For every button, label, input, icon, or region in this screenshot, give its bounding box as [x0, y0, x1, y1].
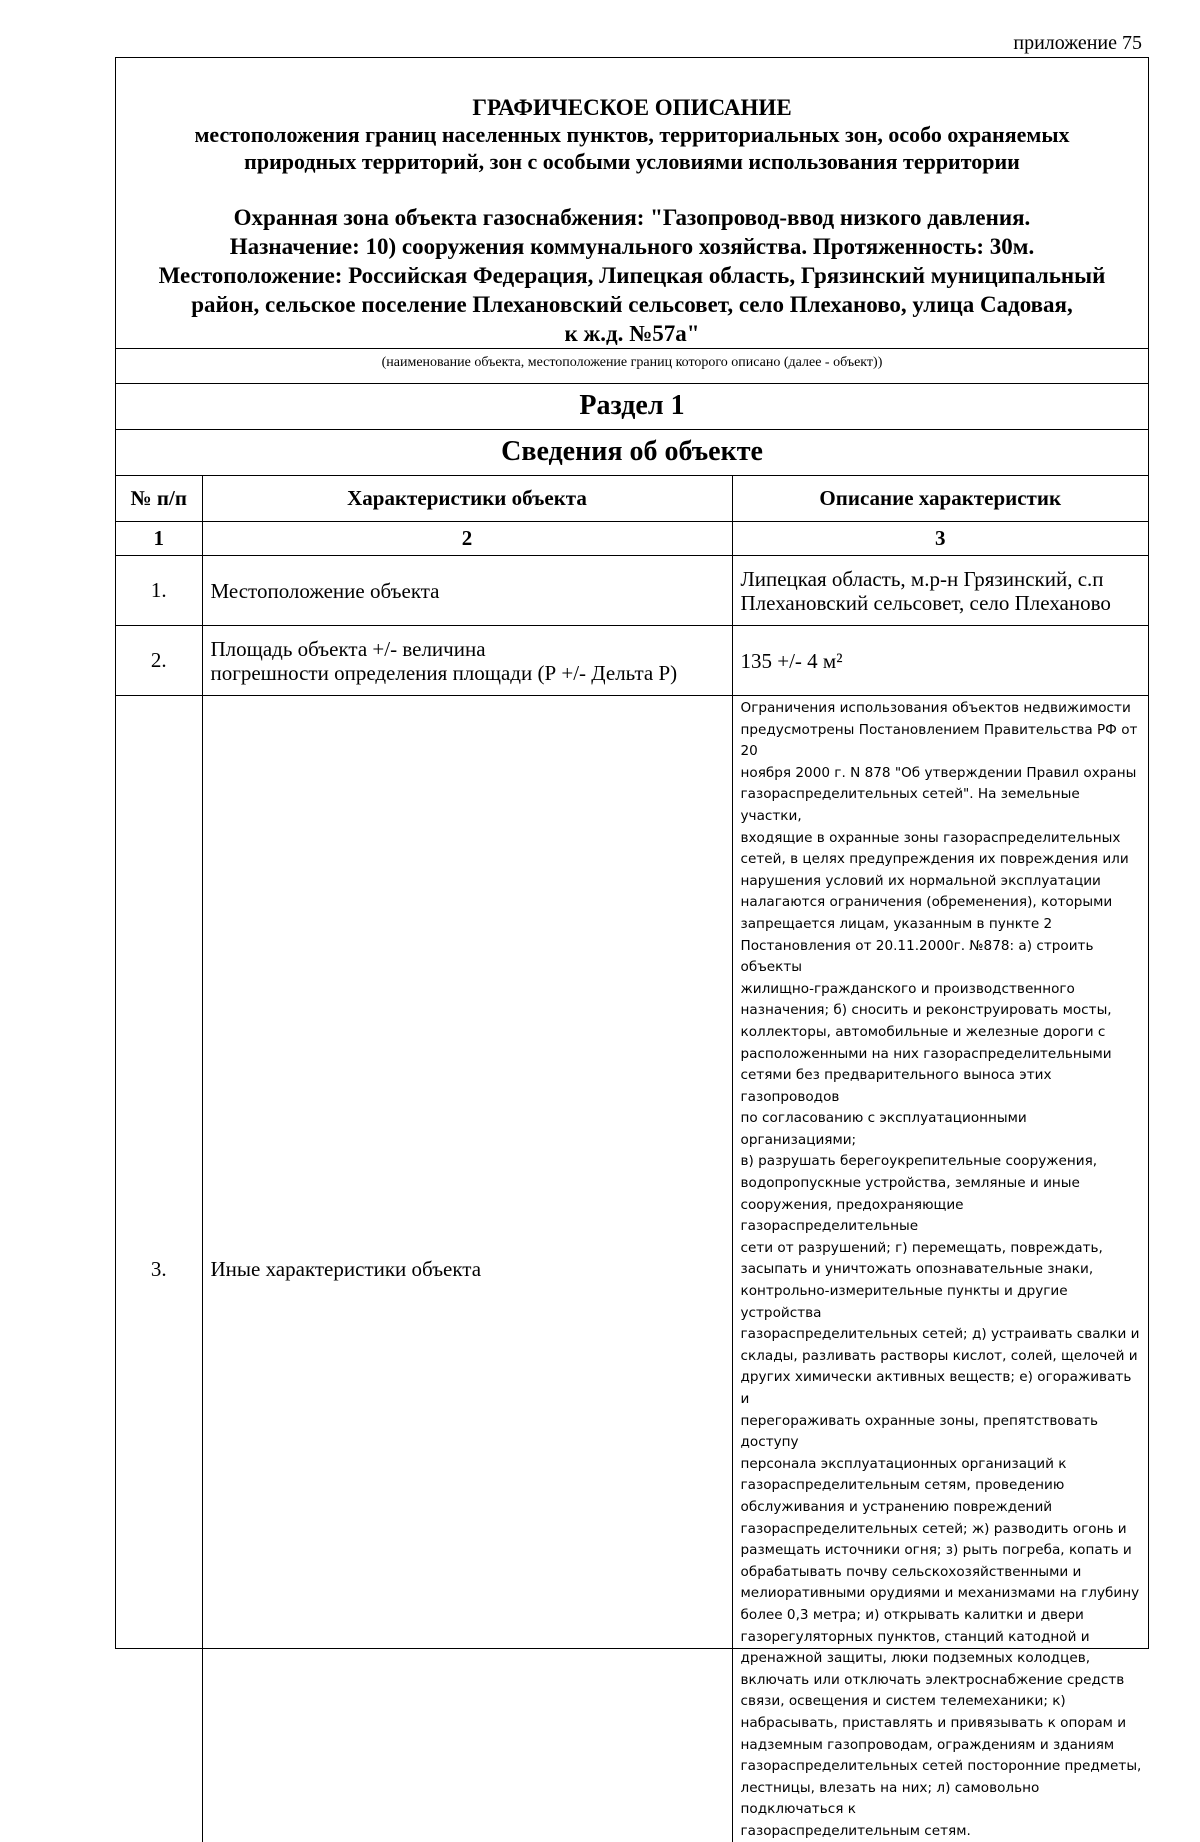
- row-description: [732, 556, 1148, 626]
- description-line: газораспределительных сетей посторонние предметы,: [741, 1756, 1143, 1778]
- description-line: перегораживать охранные зоны, препятствовать доступу: [741, 1411, 1143, 1454]
- description-line: лестницы, влезать на них; л) самовольно подключаться к: [741, 1778, 1143, 1821]
- description-line: налагаются ограничения (обременения), которыми: [741, 892, 1143, 914]
- description-line: назначения; б) сносить и реконструировать мосты,: [741, 1000, 1143, 1022]
- description-line: водопропускные устройства, земляные и иные: [741, 1173, 1143, 1195]
- document-subtitle-line-1: местоположения границ населенных пунктов, территориальных зон, особо охраняемых: [116, 121, 1148, 148]
- row-number: 2.: [116, 626, 202, 696]
- description-line: сетей, в целях предупреждения их повреждения или: [741, 849, 1143, 871]
- object-name-line: Охранная зона объекта газоснабжения: "Газопровод-ввод низкого давления.: [116, 203, 1148, 232]
- description-line: газораспределительным сетям.: [741, 1821, 1143, 1842]
- table-row: [116, 556, 1148, 626]
- row-characteristic: Местоположение объекта: [202, 556, 732, 626]
- description-line: засыпать и уничтожать опознавательные знаки,: [741, 1259, 1143, 1281]
- description-line: по согласованию с эксплуатационными организациями;: [741, 1108, 1143, 1151]
- section-subtitle: Сведения об объекте: [116, 429, 1148, 475]
- object-name-line: к ж.д. №57а": [116, 319, 1148, 348]
- object-name-line: район, сельское поселение Плехановский сельсовет, село Плеханово, улица Садовая,: [116, 290, 1148, 319]
- description-line: Постановления от 20.11.2000г. №878: а) строить объекты: [741, 936, 1143, 979]
- description-line: контрольно-измерительные пункты и другие устройства: [741, 1281, 1143, 1324]
- description-line: других химически активных веществ; е) огораживать и: [741, 1367, 1143, 1410]
- description-line: обрабатывать почву сельскохозяйственными и: [741, 1562, 1143, 1584]
- characteristic-line: Площадь объекта +/- величина: [211, 637, 732, 661]
- description-line: мелиоративными орудиями и механизмами на глубину: [741, 1583, 1143, 1605]
- description-line: газораспределительных сетей". На земельные участки,: [741, 784, 1143, 827]
- description-line: газораспределительных сетей; ж) разводить огонь и: [741, 1519, 1143, 1541]
- description-line: предусмотрены Постановлением Правительства РФ от 20: [741, 720, 1143, 763]
- description-line: связи, освещения и систем телемеханики; к): [741, 1691, 1143, 1713]
- document-frame: [115, 57, 1149, 1649]
- row-characteristic: Иные характеристики объекта: [202, 696, 732, 1842]
- table-row: [116, 626, 1148, 696]
- row-characteristic: [202, 626, 732, 696]
- characteristic-line: погрешности определения площади (Р +/- Дельта Р): [211, 661, 732, 685]
- description-line: газораспределительных сетей; д) устраивать свалки и: [741, 1324, 1143, 1346]
- row-number: 3.: [116, 696, 202, 1842]
- object-info-table: [116, 475, 1148, 1842]
- header-description: Описание характеристик: [732, 476, 1148, 522]
- description-line: Плехановский сельсовет, село Плеханово: [741, 591, 1149, 615]
- appendix-label: приложение 75: [1013, 32, 1142, 55]
- header-characteristic: Характеристики объекта: [202, 476, 732, 522]
- description-line: набрасывать, приставлять и привязывать к опорам и: [741, 1713, 1143, 1735]
- object-caption: (наименование объекта, местоположение границ которого описано (далее - объект)): [116, 348, 1148, 383]
- description-line: расположенными на них газораспределительными: [741, 1044, 1143, 1066]
- description-line: жилищно-гражданского и производственного: [741, 979, 1143, 1001]
- description-line: обслуживания и устранению повреждений: [741, 1497, 1143, 1519]
- row-description: [732, 696, 1148, 1842]
- description-line: склады, разливать растворы кислот, солей, щелочей и: [741, 1346, 1143, 1368]
- index-2: 2: [202, 522, 732, 556]
- row-number: 1.: [116, 556, 202, 626]
- description-line: более 0,3 метра; и) открывать калитки и двери: [741, 1605, 1143, 1627]
- description-line: нарушения условий их нормальной эксплуатации: [741, 871, 1143, 893]
- table-header-row: [116, 476, 1148, 522]
- description-line: запрещается лицам, указанным в пункте 2: [741, 914, 1143, 936]
- description-line: в) разрушать берегоукрепительные сооружения,: [741, 1151, 1143, 1173]
- description-line: дренажной защиты, люки подземных колодцев,: [741, 1648, 1143, 1670]
- description-line: сетями без предварительного выноса этих газопроводов: [741, 1065, 1143, 1108]
- object-name-line: Местоположение: Российская Федерация, Липецкая область, Грязинский муниципальный: [116, 261, 1148, 290]
- table-row: [116, 696, 1148, 1842]
- description-line: входящие в охранные зоны газораспределительных: [741, 828, 1143, 850]
- description-line: газорегуляторных пунктов, станций катодной и: [741, 1627, 1143, 1649]
- description-line: размещать источники огня; з) рыть погреба, копать и: [741, 1540, 1143, 1562]
- description-line: персонала эксплуатационных организаций к: [741, 1454, 1143, 1476]
- header-number: № п/п: [116, 476, 202, 522]
- description-line: сооружения, предохраняющие газораспределительные: [741, 1195, 1143, 1238]
- index-3: 3: [732, 522, 1148, 556]
- description-line: сети от разрушений; г) перемещать, повреждать,: [741, 1238, 1143, 1260]
- description-line: коллекторы, автомобильные и железные дороги с: [741, 1022, 1143, 1044]
- description-line: газораспределительным сетям, проведению: [741, 1475, 1143, 1497]
- description-line: надземным газопроводам, ограждениям и зданиям: [741, 1735, 1143, 1757]
- description-line: включать или отключать электроснабжение средств: [741, 1670, 1143, 1692]
- description-line: Ограничения использования объектов недвижимости: [741, 698, 1143, 720]
- description-line: Липецкая область, м.р-н Грязинский, с.п: [741, 567, 1149, 591]
- document-header: [116, 58, 1148, 348]
- description-line: ноября 2000 г. N 878 "Об утверждении Правил охраны: [741, 763, 1143, 785]
- document-title: ГРАФИЧЕСКОЕ ОПИСАНИЕ: [116, 94, 1148, 121]
- object-name-block: [116, 203, 1148, 348]
- document-subtitle-line-2: природных территорий, зон с особыми условиями использования территории: [116, 148, 1148, 175]
- table-index-row: [116, 522, 1148, 556]
- row-description: 135 +/- 4 м²: [732, 626, 1148, 696]
- section-title: Раздел 1: [116, 383, 1148, 429]
- index-1: 1: [116, 522, 202, 556]
- object-name-line: Назначение: 10) сооружения коммунального хозяйства. Протяженность: 30м.: [116, 232, 1148, 261]
